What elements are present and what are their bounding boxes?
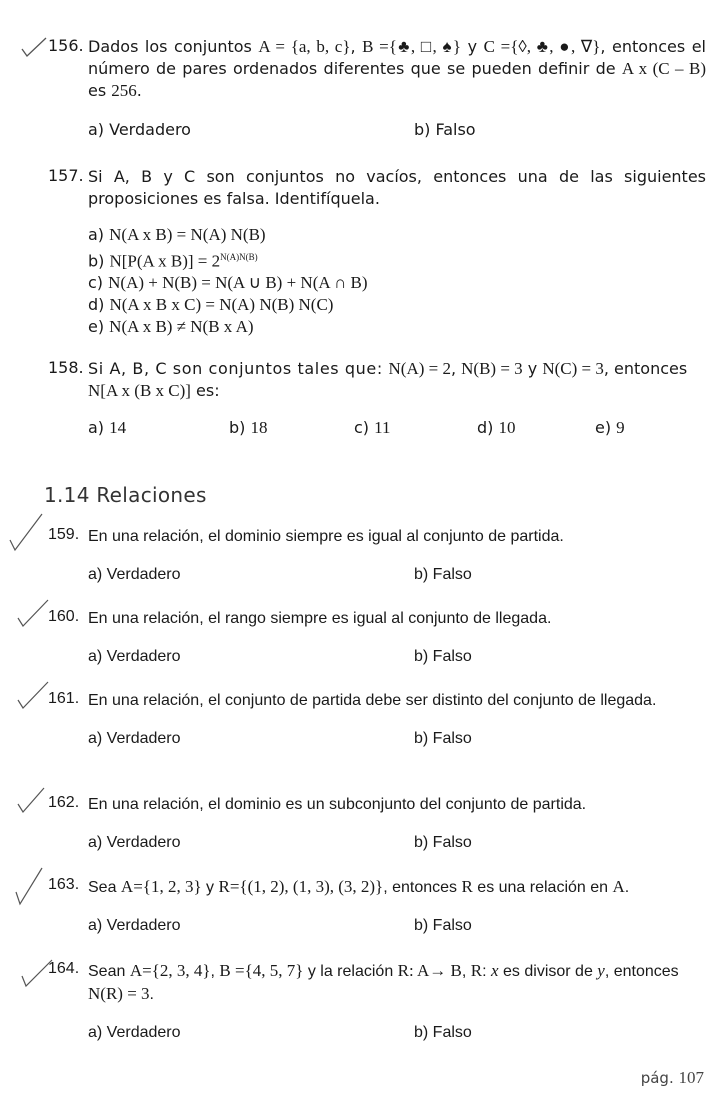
question-number: 161. [48,690,80,707]
question-158 [48,358,706,440]
question-160 [48,608,706,670]
question-159 [48,526,706,588]
option-d[interactable]: d) N(A x B x C) = N(A) N(B) N(C) [88,295,334,315]
question-156 [48,36,706,142]
answer-options [88,917,706,939]
question-stem: Sean A={2, 3, 4}, B ={4, 5, 7} y la relación R: A→ B, R: x es divisor de y, entonces N(R) = 3. [88,961,679,1003]
question-stem: En una relación, el rango siempre es igual al conjunto de llegada. [88,610,552,627]
question-stem: Si A, B, C son conjuntos tales que: N(A) = 2, N(B) = 3 y N(C) = 3, entonces N[A x (B x C)] es: [88,359,688,400]
option-false[interactable]: b) Falso [414,917,472,934]
option-c[interactable]: c) 11 [354,418,391,437]
option-b[interactable]: b) 18 [229,418,268,437]
option-true[interactable]: a) Verdadero [88,917,181,934]
question-163 [48,876,706,939]
question-stem: En una relación, el dominio siempre es igual al conjunto de partida. [88,528,564,545]
checkmark-icon [16,680,50,710]
question-number: 162. [48,794,80,811]
page-number: pág. 107 [640,1068,704,1087]
question-stem: Dados los conjuntos A = {a, b, c}, B ={♣, □, ♠} y C ={◊, ♣, ●, ∇}, entonces el número de pares ordenados diferentes que se pueden definir de A x (C – B) es 256. [88,37,707,100]
question-number: 159. [48,526,80,543]
checkmark-icon [8,512,44,552]
option-true[interactable]: a) Verdadero [88,120,191,139]
option-false[interactable]: b) Falso [414,648,472,665]
checkmark-icon [16,786,46,814]
option-b[interactable]: b) N[P(A x $B)] = 2^{N(A)N(B)}$ [88,251,258,271]
question-162 [48,794,706,856]
answer-options [88,120,706,142]
answer-options [88,730,706,752]
option-true[interactable]: a) Verdadero [88,648,181,665]
option-false[interactable]: b) Falso [414,730,472,747]
question-stem: Si A, B y C son conjuntos no vacíos, entonces una de las siguientes proposiciones es falsa. Identifíquela. [88,167,706,208]
option-false[interactable]: b) Falso [414,120,476,139]
section-title: 1.14 Relaciones [44,483,207,507]
answer-options [88,648,706,670]
question-number: 160. [48,608,80,625]
checkmark-icon [14,866,44,906]
question-number: 163. [48,876,80,893]
option-true[interactable]: a) Verdadero [88,566,181,583]
question-157 [48,166,706,338]
option-e[interactable]: e) N(A x B) ≠ N(B x A) [88,317,254,337]
question-number: 157. [48,166,84,185]
question-stem: Sea A={1, 2, 3} y R={(1, 2), (1, 3), (3, 2)}, entonces R es una relación en A. [88,877,630,896]
option-c[interactable]: c) N(A) + N(B) = N(A ∪ B) + N(A ∩ B) [88,273,368,293]
option-a[interactable]: a) N(A x B) = N(A) N(B) [88,225,266,244]
checkmark-icon [20,36,48,58]
option-true[interactable]: a) Verdadero [88,730,181,747]
answer-options [88,224,706,338]
option-true[interactable]: a) Verdadero [88,834,181,851]
option-false[interactable]: b) Falso [414,1024,472,1041]
option-true[interactable]: a) Verdadero [88,1024,181,1041]
option-false[interactable]: b) Falso [414,834,472,851]
question-stem: En una relación, el conjunto de partida debe ser distinto del conjunto de llegada. [88,692,657,709]
option-a[interactable]: a) 14 [88,418,127,437]
question-number: 158. [48,358,84,377]
checkmark-icon [16,598,50,628]
answer-options [88,1024,706,1046]
option-e[interactable]: e) 9 [595,418,625,437]
answer-options [88,566,706,588]
answer-options [88,834,706,856]
question-number: 164. [48,960,80,977]
question-161 [48,690,706,752]
question-number: 156. [48,36,84,55]
question-164 [48,960,706,1046]
answer-options [88,418,706,440]
option-false[interactable]: b) Falso [414,566,472,583]
question-stem: En una relación, el dominio es un subconjunto del conjunto de partida. [88,796,587,813]
option-d[interactable]: d) 10 [477,418,516,437]
